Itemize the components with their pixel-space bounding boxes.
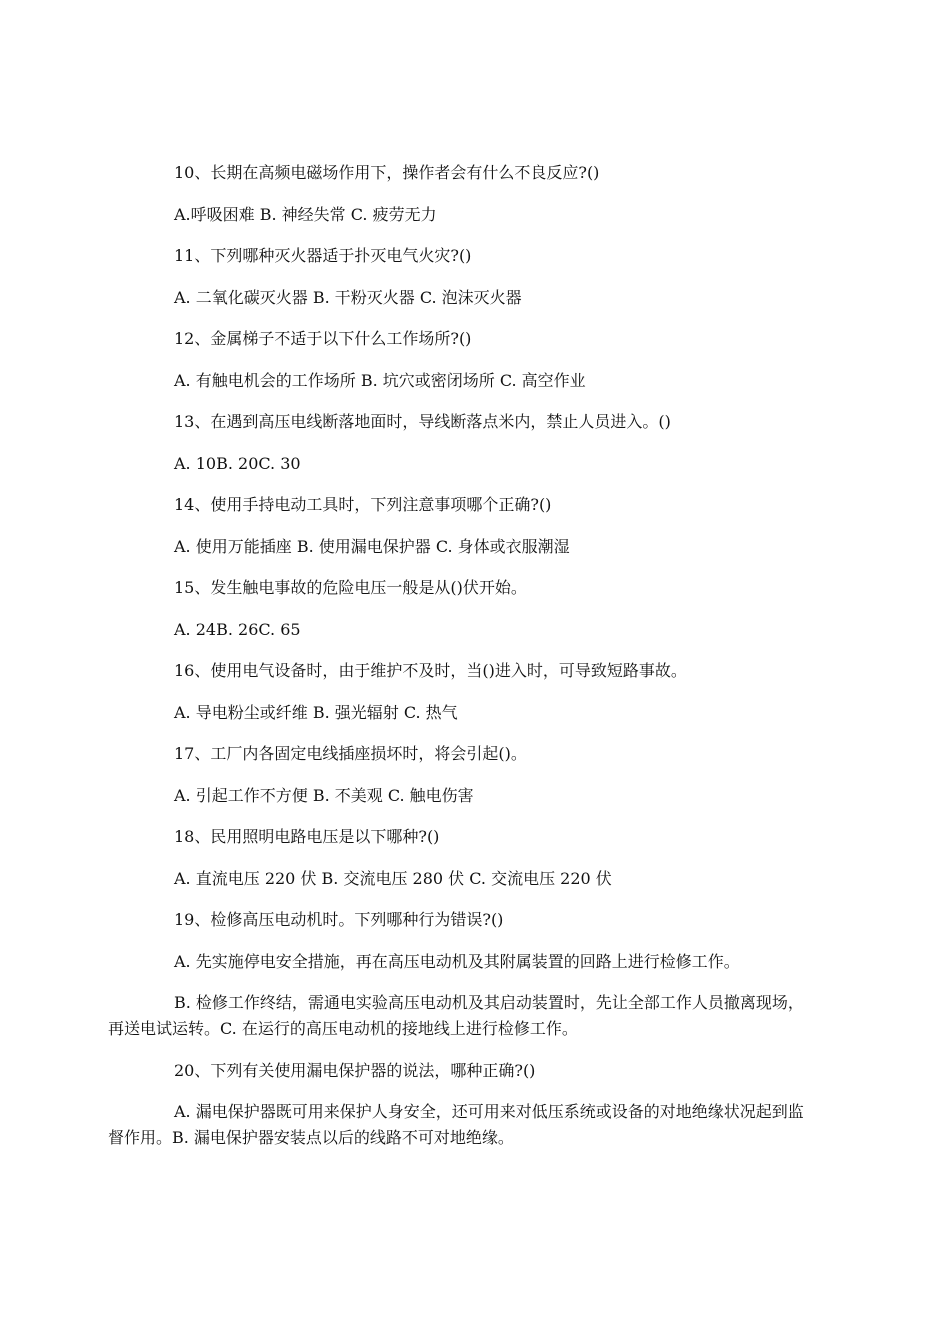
question-15: 15、发生触电事故的危险电压一般是从()伏开始。 xyxy=(174,578,527,597)
question-12: 12、金属梯子不适于以下什么工作场所?() xyxy=(174,329,472,348)
question-18-options: A. 直流电压 220 伏 B. 交流电压 280 伏 C. 交流电压 220 伏 xyxy=(174,868,612,888)
question-13-options: A. 10B. 20C. 30 xyxy=(174,453,301,473)
question-19-option-b-c: B. 检修工作终结，需通电实验高压电动机及其启动装置时，先让全部工作人员撤离现场，再送电试运转。C. 在运行的高压电动机的接地线上进行检修工作。 xyxy=(108,993,804,1038)
question-13: 13、在遇到高压电线断落地面时，导线断落点米内，禁止人员进入。() xyxy=(174,412,671,431)
question-list xyxy=(108,160,808,1167)
question-10: 10、长期在高频电磁场作用下，操作者会有什么不良反应?() xyxy=(174,163,600,182)
question-11-options: A. 二氧化碳灭火器 B. 干粉灭火器 C. 泡沫灭火器 xyxy=(174,287,522,307)
question-10-options: A.呼吸困难 B. 神经失常 C. 疲劳无力 xyxy=(174,204,437,224)
question-18: 18、民用照明电路电压是以下哪种?() xyxy=(174,827,440,846)
question-19-option-a: A. 先实施停电安全措施，再在高压电动机及其附属装置的回路上进行检修工作。 xyxy=(174,951,740,971)
question-14-options: A. 使用万能插座 B. 使用漏电保护器 C. 身体或衣服潮湿 xyxy=(174,536,570,556)
question-16-options: A. 导电粉尘或纤维 B. 强光辐射 C. 热气 xyxy=(174,702,458,722)
question-12-options: A. 有触电机会的工作场所 B. 坑穴或密闭场所 C. 高空作业 xyxy=(174,370,586,390)
question-17: 17、工厂内各固定电线插座损坏时，将会引起()。 xyxy=(174,744,527,763)
question-15-options: A. 24B. 26C. 65 xyxy=(174,619,301,639)
question-20: 20、下列有关使用漏电保护器的说法，哪种正确?() xyxy=(174,1060,536,1080)
question-19: 19、检修高压电动机时。下列哪种行为错误?() xyxy=(174,910,504,929)
question-17-options: A. 引起工作不方便 B. 不美观 C. 触电伤害 xyxy=(174,785,474,805)
question-11: 11、下列哪种灭火器适于扑灭电气火灾?() xyxy=(174,246,472,265)
question-20-options: A. 漏电保护器既可用来保护人身安全，还可用来对低压系统或设备的对地绝缘状况起到监督作用。B. 漏电保护器安装点以后的线路不可对地绝缘。 xyxy=(108,1102,804,1147)
question-14: 14、使用手持电动工具时，下列注意事项哪个正确?() xyxy=(174,495,552,514)
question-16: 16、使用电气设备时，由于维护不及时，当()进入时，可导致短路事故。 xyxy=(174,661,687,680)
